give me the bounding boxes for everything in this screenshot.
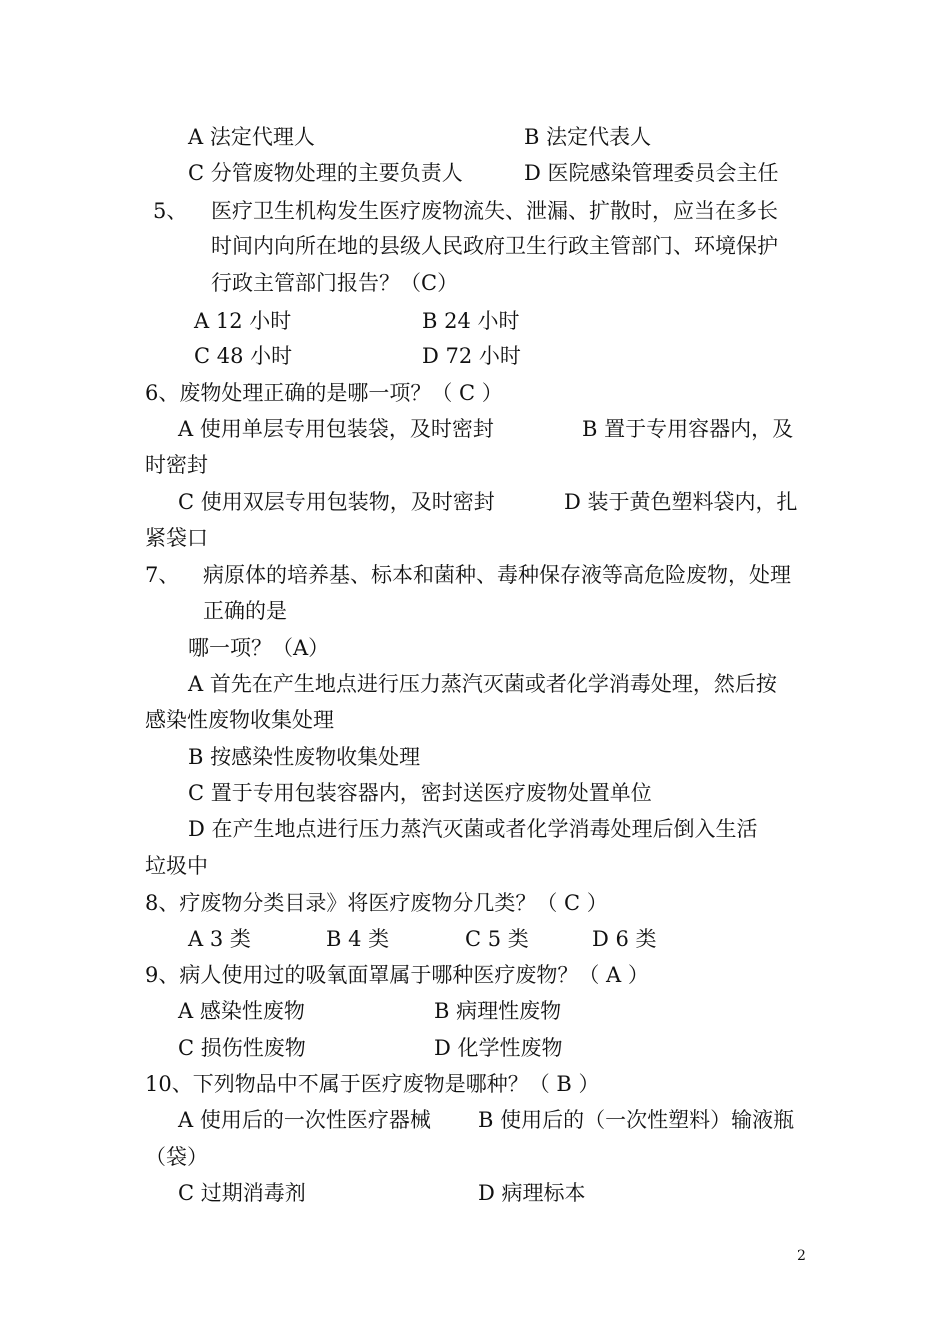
q5-option-c: C 48 小时 (194, 344, 293, 368)
q6-option-c: C 使用双层专用包装物，及时密封 (178, 490, 495, 514)
q5-option-a: A 12 小时 (194, 309, 292, 333)
q8-question: 8、疗废物分类目录》将医疗废物分几类？（ C ） (145, 891, 608, 915)
q10-option-c: C 过期消毒剂 (178, 1181, 306, 1205)
q4-option-d: D 医院感染管理委员会主任 (524, 161, 779, 185)
q10-option-b-line2: （袋） (145, 1145, 208, 1169)
q7-text-line3: 哪一项？（A） (188, 636, 330, 660)
q8-option-c: C 5 类 (465, 927, 529, 951)
q8-option-a: A 3 类 (188, 927, 251, 951)
q5-option-b: B 24 小时 (422, 309, 520, 333)
q6-option-a: A 使用单层专用包装袋，及时密封 (178, 417, 494, 441)
q5-number: 5、 (153, 199, 188, 223)
q7-option-a-line1: A 首先在产生地点进行压力蒸汽灭菌或者化学消毒处理，然后按 (188, 672, 777, 696)
q9-option-c: C 损伤性废物 (178, 1036, 306, 1060)
q5-text-line3: 行政主管部门报告？（C） (211, 271, 459, 295)
q9-question: 9、病人使用过的吸氧面罩属于哪种医疗废物？（ A ） (145, 963, 649, 987)
page-number: 2 (797, 1248, 806, 1264)
q9-option-b: B 病理性废物 (434, 999, 562, 1023)
q7-text-line2: 正确的是 (203, 599, 287, 623)
q6-option-b-line2: 时密封 (145, 453, 208, 477)
q10-question: 10、下列物品中不属于医疗废物是哪种？（ B ） (145, 1072, 600, 1096)
q6-option-b-line1: B 置于专用容器内，及 (582, 417, 794, 441)
q9-option-a: A 感染性废物 (178, 999, 305, 1023)
q8-option-d: D 6 类 (592, 927, 657, 951)
q4-option-c: C 分管废物处理的主要负责人 (188, 161, 463, 185)
q5-option-d: D 72 小时 (422, 344, 521, 368)
q5-text-line1: 医疗卫生机构发生医疗废物流失、泄漏、扩散时，应当在多长 (211, 199, 778, 223)
q7-option-b: B 按感染性废物收集处理 (188, 745, 421, 769)
q6-option-d-line1: D 装于黄色塑料袋内，扎 (564, 490, 798, 514)
q8-option-b: B 4 类 (326, 927, 390, 951)
q7-option-a-line2: 感染性废物收集处理 (145, 708, 334, 732)
q9-option-d: D 化学性废物 (434, 1036, 563, 1060)
q7-number: 7、 (145, 563, 180, 587)
q7-text-line1: 病原体的培养基、标本和菌种、毒种保存液等高危险废物，处理 (203, 563, 791, 587)
q5-text-line2: 时间内向所在地的县级人民政府卫生行政主管部门、环境保护 (211, 234, 778, 258)
q7-option-c: C 置于专用包装容器内，密封送医疗废物处置单位 (188, 781, 652, 805)
q7-option-d-line2: 垃圾中 (145, 854, 208, 878)
q4-option-b: B 法定代表人 (524, 125, 652, 149)
q7-option-d-line1: D 在产生地点进行压力蒸汽灭菌或者化学消毒处理后倒入生活 (188, 817, 758, 841)
q10-option-a: A 使用后的一次性医疗器械 (178, 1108, 431, 1132)
q6-question: 6、废物处理正确的是哪一项？（ C ） (145, 381, 503, 405)
q10-option-d: D 病理标本 (478, 1181, 586, 1205)
q10-option-b-line1: B 使用后的（一次性塑料）输液瓶 (478, 1108, 795, 1132)
q4-option-a: A 法定代理人 (188, 125, 315, 149)
q6-option-d-line2: 紧袋口 (145, 526, 208, 550)
